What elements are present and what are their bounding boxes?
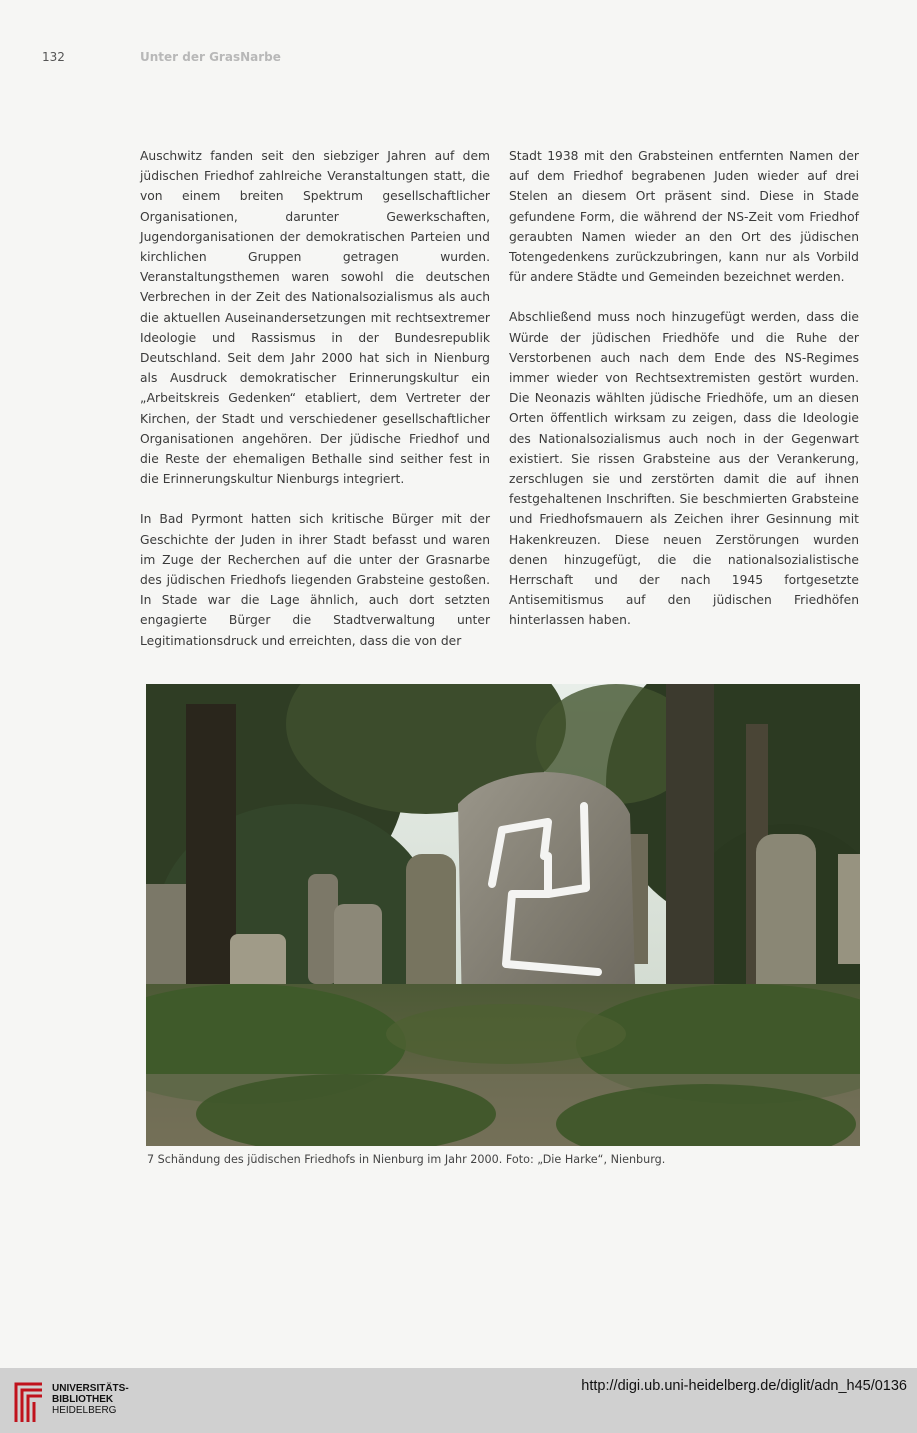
figure-photo: [146, 684, 860, 1146]
library-logo-icon: [12, 1376, 48, 1426]
right-column: [509, 146, 859, 651]
left-column: [140, 146, 490, 671]
paragraph: Auschwitz fanden seit den siebziger Jahren auf dem jüdischen Friedhof zahlreiche Veranstaltungen statt, die von einem breiten Spektrum gesellschaftlicher Organisationen, darunter Gewerkschaften, Jugendorganisationen der demokratischen Parteien und kirchlichen Gruppen getragen wurden. Veranstaltungsthemen waren sowohl die deutschen Verbrechen in der Zeit des Nationalsozialismus als auch die aktuellen Auseinandersetzungen mit rechtsextremer Ideologie und Rassismus in der Bundesrepublik Deutschland. Seit dem Jahr 2000 hat sich in Nienburg als Ausdruck demokratischer Erinnerungskultur ein „Arbeitskreis Gedenken“ etabliert, dem Vertreter der Kirchen, der Stadt und verschiedener gesellschaftlicher Organisationen angehören. Der jüdische Friedhof und die Reste der ehemaligen Bethalle sind seither fest in die Erinnerungskultur Nienburgs integriert.: [140, 149, 490, 487]
paragraph: Stadt 1938 mit den Grabsteinen entfernten Namen der auf dem Friedhof begrabenen Juden wieder auf drei Stelen an diesem Ort präsent sind. Diese in Stade gefundene Form, die während der NS-Zeit vom Friedhof geraubten Namen wieder an den Ort des jüdischen Totengedenkens zurückzubringen, kann nur als Vorbild für andere Städte und Gemeinden bezeichnet werden.: [509, 149, 859, 285]
running-title: Unter der GrasNarbe: [140, 50, 281, 64]
cemetery-photo: [146, 684, 860, 1146]
library-name-line: HEIDELBERG: [52, 1405, 117, 1416]
figure-caption: 7 Schändung des jüdischen Friedhofs in Nienburg im Jahr 2000. Foto: „Die Harke“, Nienburg.: [147, 1153, 666, 1166]
paragraph: Abschließend muss noch hinzugefügt werden, dass die Würde der jüdischen Friedhöfe und die Ruhe der Verstorbenen auch nach dem Ende des NS-Regimes immer wieder von Rechtsextremisten gestört wurden. Die Neonazis wählten jüdische Friedhöfe, um an diesen Orten öffentlich wirksam zu zeigen, dass die Ideologie des Nationalsozialismus auch noch in der Gegenwart existiert. Sie rissen Grabsteine aus der Verankerung, zerschlugen sie und zerstörten damit die auf ihnen festgehaltenen Inschriften. Sie beschmierten Grabsteine und Friedhofsmauern als Zeichen ihrer Gesinnung mit Hakenkreuzen. Diese neuen Zerstörungen wurden denen hinzugefügt, die die nationalsozialistische Herrschaft und der nach 1945 fortgesetzte Antisemitismus auf den jüdischen Friedhöfen hinterlassen haben.: [509, 310, 859, 628]
footer-bar: [0, 1368, 917, 1433]
page-number: 132: [42, 50, 65, 64]
paragraph: In Bad Pyrmont hatten sich kritische Bürger mit der Geschichte der Juden in ihrer Stadt befasst und waren im Zuge der Recherchen auf die unter der Grasnarbe des jüdischen Friedhofs liegenden Grabsteine gestoßen. In Stade war die Lage ähnlich, auch dort setzten engagierte Bürger die Stadtverwaltung unter Legitimationsdruck und erreichten, dass die von der: [140, 512, 490, 648]
library-name-line: UNIVERSITÄTS-: [52, 1383, 129, 1394]
library-name: [52, 1383, 129, 1416]
library-name-line: BIBLIOTHEK: [52, 1394, 114, 1405]
source-url[interactable]: http://digi.ub.uni-heidelberg.de/diglit/adn_h45/0136: [581, 1378, 907, 1394]
